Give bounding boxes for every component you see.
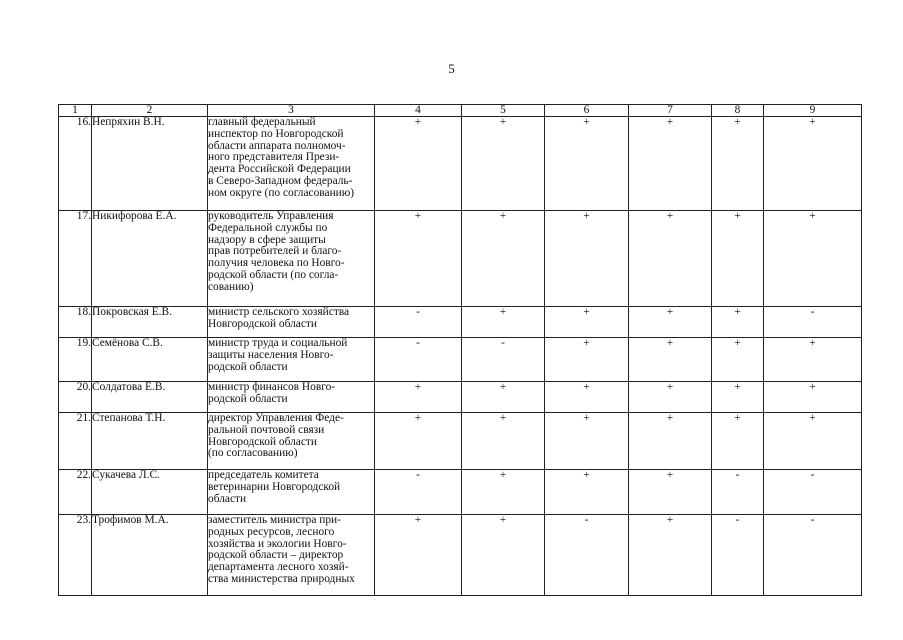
position-line: хозяйства и экологии Новго-	[208, 537, 347, 550]
table-row	[59, 307, 862, 338]
mark-cell: +	[462, 117, 545, 211]
table-row	[59, 515, 862, 596]
mark-cell: +	[375, 515, 462, 596]
mark-cell: +	[375, 413, 462, 470]
person-position	[208, 307, 375, 338]
mark-cell: +	[462, 382, 545, 413]
column-header: 8	[712, 105, 764, 117]
mark-cell: +	[764, 211, 862, 307]
mark-cell: +	[764, 338, 862, 382]
attendance-table	[58, 104, 862, 596]
page-number: 5	[448, 61, 455, 76]
person-position	[208, 515, 375, 596]
mark-cell: +	[545, 117, 629, 211]
row-number: 16.	[59, 117, 92, 211]
row-number: 17.	[59, 211, 92, 307]
position-line: в Северо-Западном федераль-	[208, 174, 353, 187]
position-line: Федеральной службы по	[208, 221, 328, 234]
mark-cell: -	[712, 470, 764, 515]
position-line: директор Управления Феде-	[208, 412, 344, 424]
mark-cell: +	[462, 470, 545, 515]
row-number: 18.	[59, 307, 92, 338]
position-line: Новгородской области	[208, 435, 317, 448]
position-line: департамента лесного хозяй-	[208, 561, 349, 574]
mark-cell: +	[375, 382, 462, 413]
position-line: министр сельского хозяйства	[208, 306, 350, 318]
position-line: области	[208, 492, 247, 505]
person-name: Степанова Т.Н.	[92, 413, 208, 470]
mark-cell: +	[462, 211, 545, 307]
mark-cell: +	[462, 413, 545, 470]
person-position	[208, 413, 375, 470]
mark-cell: +	[375, 117, 462, 211]
position-line: главный федеральный	[208, 116, 316, 128]
person-position	[208, 338, 375, 382]
person-name: Сукачева Л.С.	[92, 470, 208, 515]
position-line: прав потребителей и благо-	[208, 245, 342, 258]
mark-cell: +	[375, 211, 462, 307]
position-line: родской области – директор	[208, 549, 344, 562]
position-line: родской области	[208, 360, 288, 373]
mark-cell: +	[462, 307, 545, 338]
column-header: 6	[545, 105, 629, 117]
row-number: 21.	[59, 413, 92, 470]
mark-cell: +	[629, 338, 712, 382]
position-line: области аппарата полномоч-	[208, 139, 346, 152]
position-line: ральной почтовой связи	[208, 423, 325, 436]
person-name: Никифорова Е.А.	[92, 211, 208, 307]
person-position	[208, 470, 375, 515]
mark-cell: +	[629, 413, 712, 470]
mark-cell: +	[712, 307, 764, 338]
mark-cell: +	[545, 338, 629, 382]
mark-cell: -	[764, 515, 862, 596]
mark-cell: +	[462, 515, 545, 596]
column-header: 5	[462, 105, 545, 117]
mark-cell: +	[764, 117, 862, 211]
position-line: министр труда и социальной	[208, 337, 348, 349]
table-row	[59, 117, 862, 211]
position-line: дента Российской Федерации	[208, 163, 351, 176]
position-line: надзору в сфере защиты	[208, 233, 326, 246]
mark-cell: +	[629, 470, 712, 515]
mark-cell: +	[629, 382, 712, 413]
mark-cell: +	[712, 382, 764, 413]
column-header: 9	[764, 105, 862, 117]
header-row	[59, 105, 862, 117]
mark-cell: -	[375, 307, 462, 338]
mark-cell: -	[375, 338, 462, 382]
mark-cell: +	[629, 307, 712, 338]
table-row	[59, 382, 862, 413]
position-line: родской области (по согла-	[208, 268, 339, 281]
person-name: Трофимов М.А.	[92, 515, 208, 596]
row-number: 22.	[59, 470, 92, 515]
column-header: 2	[92, 105, 208, 117]
person-name: Солдатова Е.В.	[92, 382, 208, 413]
position-line: сованию)	[208, 280, 254, 293]
mark-cell: +	[712, 117, 764, 211]
mark-cell: +	[712, 211, 764, 307]
column-header: 4	[375, 105, 462, 117]
position-line: руководитель Управления	[208, 210, 334, 222]
mark-cell: +	[629, 211, 712, 307]
mark-cell: +	[545, 413, 629, 470]
mark-cell: -	[375, 470, 462, 515]
mark-cell: +	[545, 211, 629, 307]
position-line: родных ресурсов, лесного	[208, 525, 335, 538]
mark-cell: +	[712, 338, 764, 382]
person-name: Покровская Е.В.	[92, 307, 208, 338]
table-row	[59, 338, 862, 382]
mark-cell: -	[764, 470, 862, 515]
person-name: Семёнова С.В.	[92, 338, 208, 382]
person-position	[208, 211, 375, 307]
mark-cell: +	[629, 515, 712, 596]
column-header: 7	[629, 105, 712, 117]
mark-cell: -	[764, 307, 862, 338]
position-line: ветеринарии Новгородской	[208, 480, 341, 493]
row-number: 19.	[59, 338, 92, 382]
mark-cell: -	[545, 515, 629, 596]
position-line: заместитель министра при-	[208, 514, 341, 526]
position-line: родской области	[208, 392, 288, 405]
mark-cell: +	[545, 307, 629, 338]
mark-cell: +	[545, 382, 629, 413]
position-line: (по согласованию)	[208, 447, 298, 460]
mark-cell: +	[629, 117, 712, 211]
mark-cell: +	[545, 470, 629, 515]
table-row	[59, 211, 862, 307]
position-line: министр финансов Новго-	[208, 381, 336, 393]
position-line: ного представителя Прези-	[208, 151, 340, 164]
position-line: инспектор по Новгородской	[208, 127, 344, 140]
position-line: защиты населения Новго-	[208, 348, 334, 361]
person-position	[208, 117, 375, 211]
table-row	[59, 413, 862, 470]
mark-cell: +	[764, 382, 862, 413]
position-line: Новгородской области	[208, 317, 317, 330]
position-line: председатель комитета	[208, 469, 319, 481]
mark-cell: -	[712, 515, 764, 596]
mark-cell: +	[764, 413, 862, 470]
column-header: 1	[59, 105, 92, 117]
person-name: Непряхин В.Н.	[92, 117, 208, 211]
column-header: 3	[208, 105, 375, 117]
position-line: получия человека по Новго-	[208, 257, 345, 270]
mark-cell: +	[712, 413, 764, 470]
mark-cell: -	[462, 338, 545, 382]
position-line: ства министерства природных	[208, 572, 355, 585]
person-position	[208, 382, 375, 413]
table-row	[59, 470, 862, 515]
row-number: 23.	[59, 515, 92, 596]
row-number: 20.	[59, 382, 92, 413]
position-line: ном округе (по согласованию)	[208, 186, 355, 199]
